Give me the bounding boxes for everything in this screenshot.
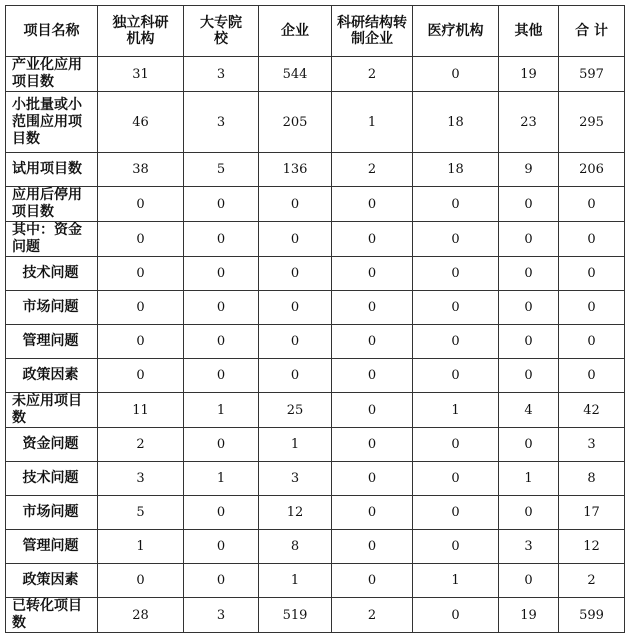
cell-value: 3 (259, 462, 332, 496)
cell-value: 0 (499, 325, 559, 359)
cell-value: 1 (184, 462, 259, 496)
cell-value: 3 (499, 530, 559, 564)
cell-value: 295 (559, 92, 625, 153)
cell-value: 0 (413, 57, 499, 92)
row-label: 市场问题 (6, 496, 98, 530)
cell-value: 206 (559, 153, 625, 187)
cell-value: 0 (413, 222, 499, 257)
cell-value: 0 (499, 496, 559, 530)
cell-value: 0 (184, 291, 259, 325)
cell-value: 31 (98, 57, 184, 92)
cell-value: 0 (413, 496, 499, 530)
cell-value: 0 (259, 222, 332, 257)
cell-value: 3 (559, 428, 625, 462)
row-label: 技术问题 (6, 257, 98, 291)
cell-value: 4 (499, 393, 559, 428)
row-label: 应用后停用项目数 (6, 187, 98, 222)
cell-value: 1 (98, 530, 184, 564)
header-total: 合 计 (559, 6, 625, 57)
cell-value: 9 (499, 153, 559, 187)
cell-value: 0 (559, 291, 625, 325)
cell-value: 0 (259, 257, 332, 291)
cell-value: 0 (332, 428, 413, 462)
cell-value: 0 (559, 222, 625, 257)
cell-value: 0 (259, 359, 332, 393)
cell-value: 2 (332, 153, 413, 187)
cell-value: 1 (332, 92, 413, 153)
cell-value: 2 (98, 428, 184, 462)
cell-value: 0 (499, 222, 559, 257)
row-label: 小批量或小范围应用项目数 (6, 92, 98, 153)
cell-value: 2 (559, 564, 625, 598)
header-independent-research: 独立科研机构 (98, 6, 184, 57)
project-statistics-table (5, 5, 625, 633)
cell-value: 19 (499, 598, 559, 633)
table-row (6, 325, 625, 359)
cell-value: 0 (332, 393, 413, 428)
header-enterprises: 企业 (259, 6, 332, 57)
table-row (6, 359, 625, 393)
cell-value: 0 (559, 257, 625, 291)
cell-value: 0 (332, 462, 413, 496)
cell-value: 0 (184, 564, 259, 598)
cell-value: 0 (413, 257, 499, 291)
cell-value: 0 (259, 187, 332, 222)
cell-value: 0 (332, 187, 413, 222)
cell-value: 0 (184, 325, 259, 359)
cell-value: 42 (559, 393, 625, 428)
row-label: 未应用项目数 (6, 393, 98, 428)
cell-value: 0 (184, 530, 259, 564)
cell-value: 0 (184, 257, 259, 291)
cell-value: 0 (332, 257, 413, 291)
cell-value: 0 (413, 187, 499, 222)
cell-value: 0 (499, 428, 559, 462)
cell-value: 23 (499, 92, 559, 153)
cell-value: 38 (98, 153, 184, 187)
row-label: 其中：资金问题 (6, 222, 98, 257)
cell-value: 3 (184, 92, 259, 153)
cell-value: 3 (184, 598, 259, 633)
header-project-name: 项目名称 (6, 6, 98, 57)
cell-value: 0 (413, 462, 499, 496)
cell-value: 519 (259, 598, 332, 633)
cell-value: 1 (259, 428, 332, 462)
cell-value: 544 (259, 57, 332, 92)
cell-value: 0 (332, 564, 413, 598)
cell-value: 0 (98, 222, 184, 257)
cell-value: 0 (559, 187, 625, 222)
cell-value: 12 (259, 496, 332, 530)
cell-value: 18 (413, 92, 499, 153)
cell-value: 0 (184, 496, 259, 530)
cell-value: 0 (259, 325, 332, 359)
row-label: 市场问题 (6, 291, 98, 325)
cell-value: 18 (413, 153, 499, 187)
cell-value: 0 (499, 291, 559, 325)
cell-value: 0 (499, 187, 559, 222)
cell-value: 1 (499, 462, 559, 496)
table-row (6, 257, 625, 291)
cell-value: 0 (413, 359, 499, 393)
cell-value: 25 (259, 393, 332, 428)
cell-value: 1 (184, 393, 259, 428)
table-row (6, 428, 625, 462)
table-row (6, 598, 625, 633)
cell-value: 5 (98, 496, 184, 530)
cell-value: 0 (332, 496, 413, 530)
table-row (6, 291, 625, 325)
cell-value: 0 (413, 291, 499, 325)
table-row (6, 187, 625, 222)
table-row (6, 92, 625, 153)
cell-value: 17 (559, 496, 625, 530)
table-row (6, 222, 625, 257)
table-row (6, 153, 625, 187)
cell-value: 0 (413, 325, 499, 359)
row-label: 试用项目数 (6, 153, 98, 187)
table-row (6, 462, 625, 496)
cell-value: 2 (332, 57, 413, 92)
cell-value: 0 (559, 325, 625, 359)
row-label: 已转化项目数 (6, 598, 98, 633)
cell-value: 0 (98, 291, 184, 325)
cell-value: 597 (559, 57, 625, 92)
row-label: 产业化应用项目数 (6, 57, 98, 92)
header-universities: 大专院校 (184, 6, 259, 57)
project-statistics-table-wrapper (5, 5, 625, 633)
cell-value: 0 (184, 359, 259, 393)
header-medical-institutions: 医疗机构 (413, 6, 499, 57)
cell-value: 0 (499, 359, 559, 393)
cell-value: 0 (559, 359, 625, 393)
table-row (6, 393, 625, 428)
cell-value: 0 (332, 530, 413, 564)
cell-value: 0 (184, 187, 259, 222)
cell-value: 136 (259, 153, 332, 187)
cell-value: 1 (413, 393, 499, 428)
row-label: 技术问题 (6, 462, 98, 496)
cell-value: 0 (98, 564, 184, 598)
cell-value: 8 (259, 530, 332, 564)
cell-value: 1 (413, 564, 499, 598)
cell-value: 0 (259, 291, 332, 325)
header-row (6, 6, 625, 57)
cell-value: 0 (499, 564, 559, 598)
cell-value: 0 (332, 291, 413, 325)
cell-value: 5 (184, 153, 259, 187)
cell-value: 8 (559, 462, 625, 496)
cell-value: 1 (259, 564, 332, 598)
cell-value: 46 (98, 92, 184, 153)
row-label: 政策因素 (6, 564, 98, 598)
header-converted-enterprises: 科研结构转制企业 (332, 6, 413, 57)
cell-value: 0 (332, 325, 413, 359)
cell-value: 28 (98, 598, 184, 633)
cell-value: 3 (98, 462, 184, 496)
row-label: 资金问题 (6, 428, 98, 462)
cell-value: 0 (184, 222, 259, 257)
cell-value: 0 (98, 325, 184, 359)
cell-value: 0 (184, 428, 259, 462)
cell-value: 2 (332, 598, 413, 633)
cell-value: 0 (98, 257, 184, 291)
table-row (6, 530, 625, 564)
cell-value: 205 (259, 92, 332, 153)
cell-value: 12 (559, 530, 625, 564)
cell-value: 11 (98, 393, 184, 428)
cell-value: 0 (98, 187, 184, 222)
cell-value: 0 (413, 530, 499, 564)
row-label: 政策因素 (6, 359, 98, 393)
header-other: 其他 (499, 6, 559, 57)
cell-value: 0 (98, 359, 184, 393)
cell-value: 0 (499, 257, 559, 291)
row-label: 管理问题 (6, 530, 98, 564)
table-row (6, 496, 625, 530)
table-row (6, 564, 625, 598)
cell-value: 599 (559, 598, 625, 633)
cell-value: 0 (413, 428, 499, 462)
cell-value: 0 (332, 359, 413, 393)
cell-value: 3 (184, 57, 259, 92)
table-row (6, 57, 625, 92)
cell-value: 19 (499, 57, 559, 92)
cell-value: 0 (332, 222, 413, 257)
cell-value: 0 (413, 598, 499, 633)
row-label: 管理问题 (6, 325, 98, 359)
